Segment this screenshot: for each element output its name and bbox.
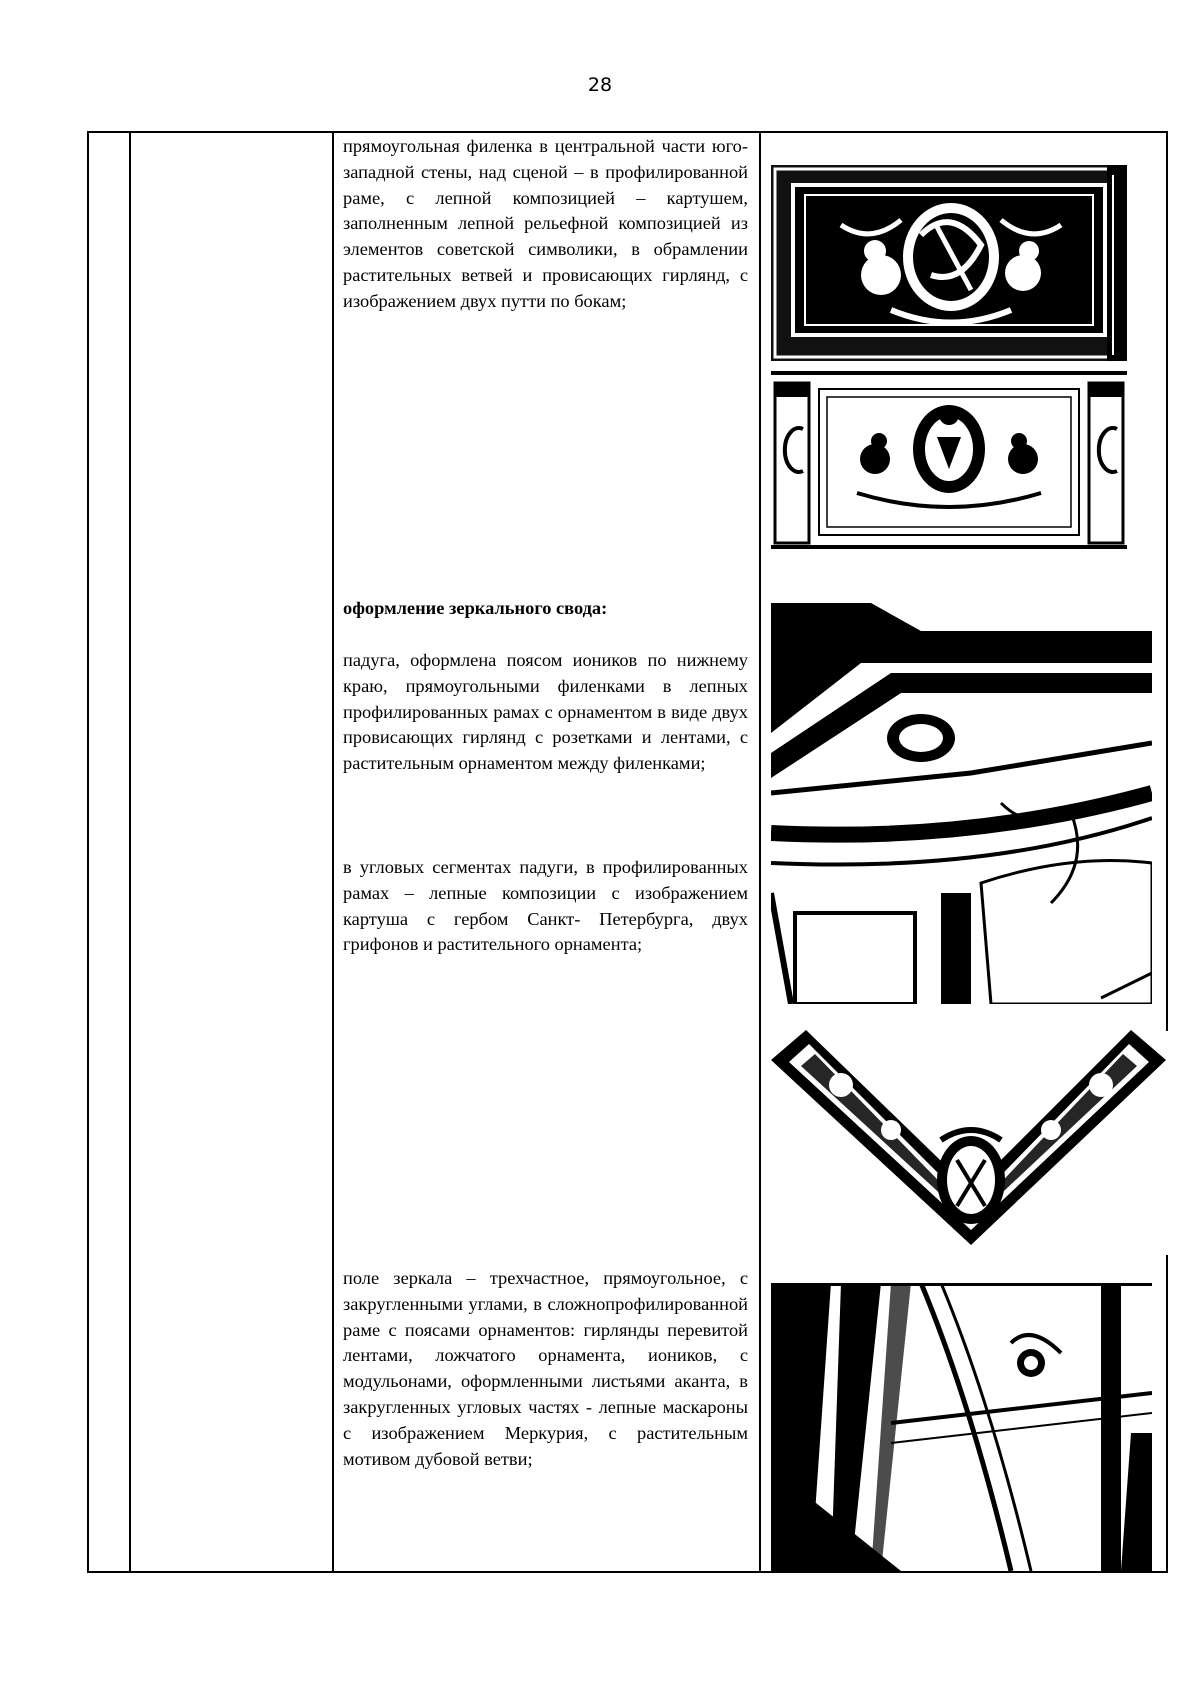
table-border-bottom bbox=[87, 1571, 1167, 1573]
table-column-line bbox=[332, 131, 334, 1573]
description-cove: падуга, оформлена поясом иоников по нижнему краю, прямоугольными филенками в лепных профилированных рамах с орнаментом в виде двух провисающих гирлянд с розетками и лентами, с растительным орнаментом между филенками; bbox=[343, 650, 748, 774]
photo-corner-segment-coat-of-arms bbox=[771, 1030, 1166, 1252]
table-column-line bbox=[1166, 131, 1168, 1031]
table-column-line bbox=[759, 131, 761, 1573]
description-stage-panel: прямоугольная филенка в центральной части юго-западной стены, над сценой – в профилированной раме, с лепной композицией – картушем, заполненным лепной рельефной композицией из элементов советской символики, в обрамлении растительных ветвей и провисающих гирлянд, с изображением двух путти по бокам; bbox=[343, 136, 748, 311]
table-column-line bbox=[1166, 1255, 1168, 1573]
photo-mirror-field bbox=[771, 1283, 1152, 1571]
description-corner-segments: в угловых сегментах падуги, в профилированных рамах – лепные композиции с изображением картуша с гербом Санкт- Петербурга, двух грифонов и растительного орнамента; bbox=[343, 857, 748, 955]
table-column-line bbox=[129, 131, 131, 1573]
page-number: 28 bbox=[587, 74, 613, 96]
table-border-top bbox=[87, 131, 1167, 133]
photo-stage-panel-cartouche bbox=[771, 165, 1127, 361]
description-mirror-field: поле зеркала – трехчастное, прямоугольное, с закругленными углами, в сложнопрофилированной раме с поясами орнаментов: гирлянды перевитой лентами, ложчатого орнамента, иоников, с модульонами, оформленными листьями аканта, в закругленных угловых частях - лепные маскароны с изображением Меркурия, с растительным мотивом дубовой ветви; bbox=[343, 1268, 748, 1469]
section-heading-vault: оформление зеркального свода: bbox=[343, 598, 608, 618]
photo-vault-cove-corner bbox=[771, 603, 1152, 1004]
table-column-line bbox=[87, 131, 89, 1573]
photo-stage-panel-coat-of-arms bbox=[771, 371, 1127, 549]
